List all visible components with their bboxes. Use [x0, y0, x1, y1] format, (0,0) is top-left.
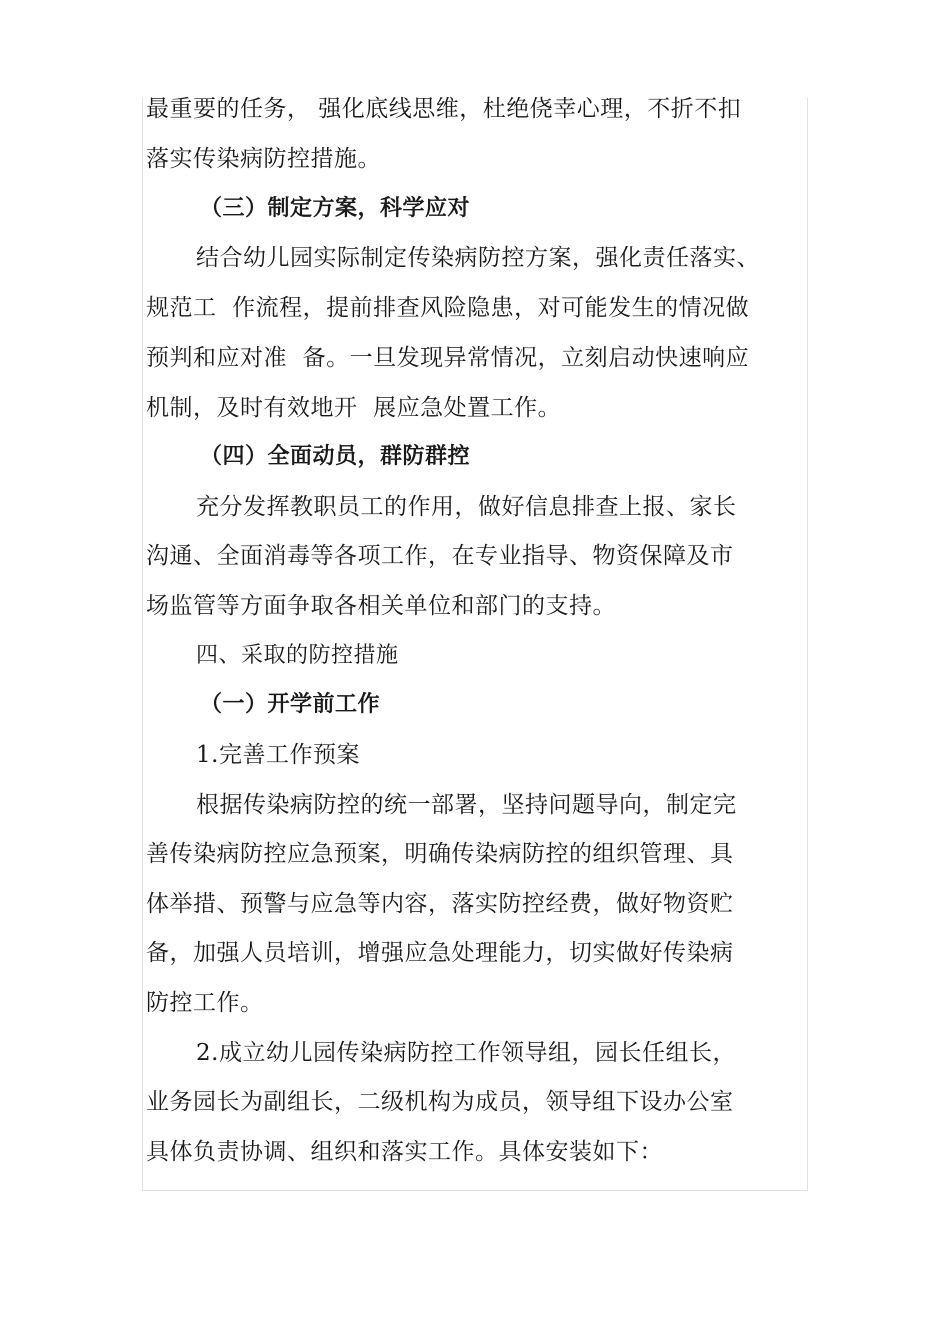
paragraph-line: 体举措、预警与应急等内容，落实防控经费，做好物资贮 — [146, 891, 734, 917]
section-heading: 四、采取的防控措施 — [196, 643, 399, 668]
subheading-one: （一）开学前工作 — [200, 692, 381, 717]
paragraph-line: 落实传染病防控措施。 — [146, 146, 381, 172]
paragraph-line: 场监管等方面争取各相关单位和部门的支持。 — [146, 593, 616, 619]
paragraph-line: 善传染病防控应急预案，明确传染病防控的组织管理、具 — [146, 841, 734, 867]
paragraph-line: 业务园长为副组长，二级机构为成员，领导组下设办公室 — [146, 1089, 734, 1115]
subheading-four: （四）全面动员，群防群控 — [200, 444, 471, 469]
paragraph-line: 防控工作。 — [146, 990, 264, 1016]
paragraph-line: 结合幼儿园实际制定传染病防控方案，强化责任落实、 — [196, 245, 760, 271]
paragraph-line: 充分发挥教职员工的作用，做好信息排查上报、家长 — [196, 494, 737, 520]
paragraph-line: 具体负责协调、组织和落实工作。具体安装如下： — [146, 1139, 663, 1165]
paragraph-line: 机制，及时有效地开 展应急处置工作。 — [146, 395, 562, 421]
paragraph-line: 根据传染病防控的统一部署，坚持问题导向，制定完 — [196, 792, 737, 818]
paragraph-line: 最重要的任务， 强化底线思维，杜绝侥幸心理，不折不扣 — [146, 96, 742, 122]
paragraph-line: 备，加强人员培训，增强应急处理能力，切实做好传染病 — [146, 940, 734, 966]
paragraph-line: 预判和应对准 备。一旦发现异常情况，立刻启动快速响应 — [146, 345, 750, 371]
paragraph-line: 沟通、全面消毒等各项工作，在专业指导、物资保障及市 — [146, 543, 734, 569]
numbered-item: 2.成立幼儿园传染病防控工作领导组，园长任组长， — [196, 1040, 736, 1066]
subheading-three: （三）制定方案，科学应对 — [200, 196, 471, 221]
paragraph-line: 规范工 作流程，提前排查风险隐患，对可能发生的情况做 — [146, 295, 750, 321]
numbered-item: 1.完善工作预案 — [196, 742, 360, 768]
